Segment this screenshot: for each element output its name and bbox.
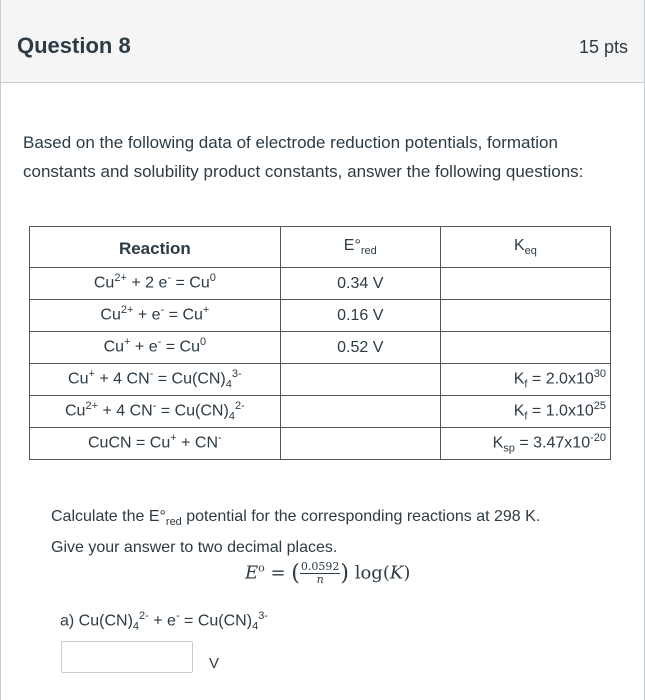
k-eq-cell [440, 332, 610, 364]
table-header-row [30, 227, 611, 268]
formula-numerator: 0.0592 [300, 560, 340, 573]
header-e-sub: red [360, 245, 377, 258]
question-title: Question 8 [17, 33, 131, 58]
k-sub: sp [503, 442, 515, 455]
reaction-part: + e [133, 306, 161, 324]
reaction-part: + 4 CN [98, 402, 153, 420]
e-red-value: 0.16 V [337, 306, 384, 324]
formula-close: ) [403, 562, 411, 584]
formula-denominator: n [316, 573, 324, 586]
k-eq-cell [440, 300, 610, 332]
calculation-instructions [51, 504, 611, 561]
calc-line1-sub: red [165, 516, 182, 529]
k-sub: f [524, 410, 528, 423]
k-value: = 3.47x10 [514, 434, 591, 452]
reaction-sup: + [88, 368, 95, 381]
part-a-sup1: 2- [139, 610, 149, 622]
e-red-value: 0.34 V [337, 274, 384, 292]
reaction-cell [30, 300, 281, 332]
nernst-formula: $E^o$ = ( $\frac{0.0592}{n}$ ) log(K) [245, 560, 411, 586]
part-a-label: a) Cu(CN) [60, 612, 133, 630]
k-eq-cell [440, 428, 610, 460]
header-e-main: E° [343, 236, 361, 254]
reaction-part: CuCN = Cu [88, 434, 171, 452]
formula-equals: = [264, 562, 292, 584]
e-red-cell [280, 268, 440, 300]
table-row [30, 364, 611, 396]
formula-k: K [389, 562, 404, 584]
reaction-cell [30, 364, 281, 396]
k-symbol: K [492, 434, 504, 452]
answer-unit: V [209, 655, 220, 672]
part-a-mid-sup: - [175, 610, 180, 622]
reaction-part: = Cu(CN) [153, 370, 226, 388]
reaction-part: = Cu [164, 306, 203, 324]
reaction-sup: + [170, 432, 177, 445]
calc-line-1 [51, 504, 611, 535]
e-red-cell [280, 300, 440, 332]
calc-line-2: Give your answer to two decimal places. [51, 539, 338, 557]
answer-input[interactable] [61, 641, 193, 673]
part-a-sub1: 4 [132, 620, 140, 633]
part-a-sup2: 3- [258, 610, 268, 622]
reaction-sup: - [160, 304, 165, 317]
table-row [30, 428, 611, 460]
formula-lhs-sup: o [258, 561, 265, 575]
reaction-sup: - [149, 368, 154, 381]
calc-line1-a: Calculate the E° [51, 508, 166, 525]
header-k-eq [440, 227, 610, 268]
table-row [30, 332, 611, 364]
reaction-part: Cu [103, 338, 125, 356]
e-red-cell [280, 332, 440, 364]
k-exponent: 30 [593, 368, 606, 381]
question-intro: Based on the following data of electrode reduction potentials, formation constants and solubility product constants, answer the following questions: [23, 133, 584, 181]
reaction-sup: - [157, 336, 162, 349]
k-sub: f [524, 378, 528, 391]
question-header [1, 0, 644, 83]
calc-line1-b: potential for the corresponding reactions at 298 K. [181, 508, 541, 525]
reaction-sup: 2+ [85, 400, 98, 413]
reaction-part: = Cu [171, 274, 210, 292]
k-eq-cell [440, 364, 610, 396]
reaction-part: + e [130, 338, 158, 356]
reaction-sub: 4 [225, 378, 232, 391]
reaction-part: Cu [93, 274, 115, 292]
reaction-part: + 2 e [126, 274, 168, 292]
reaction-sub: 4 [228, 410, 235, 423]
reaction-cell [30, 396, 281, 428]
reaction-sup: 2- [234, 400, 245, 413]
data-table [29, 226, 611, 460]
reaction-part: + CN [176, 434, 219, 452]
part-a-sub2: 4 [252, 620, 259, 633]
k-symbol: K [513, 402, 525, 420]
reaction-part: Cu [100, 306, 121, 324]
k-exponent: -20 [590, 432, 606, 445]
reaction-sup: - [167, 272, 172, 285]
reaction-sup: 3- [231, 368, 242, 381]
k-value: = 1.0x10 [527, 402, 594, 420]
formula-fraction [300, 561, 341, 586]
e-red-cell [280, 428, 440, 460]
reaction-sup: 2+ [120, 304, 134, 317]
reaction-sup: + [202, 304, 210, 317]
header-k-sub: eq [524, 245, 537, 258]
formula-log: log( [348, 562, 390, 584]
reaction-part: = Cu [161, 338, 200, 356]
reaction-sup: - [152, 400, 157, 413]
header-k-main: K [513, 236, 525, 254]
k-value: = 2.0x10 [527, 370, 594, 388]
e-red-value: 0.52 V [337, 338, 384, 356]
reaction-sup: + [124, 336, 131, 349]
reaction-sup: 0 [209, 272, 216, 285]
reaction-part: = Cu(CN) [156, 402, 229, 420]
reaction-cell [30, 428, 281, 460]
part-a-mid: + e [148, 612, 176, 630]
part-a-reaction [60, 610, 268, 633]
k-eq-cell [440, 268, 610, 300]
table-row [30, 396, 611, 428]
k-eq-cell [440, 396, 610, 428]
header-e-red [280, 227, 440, 268]
reaction-part: + 4 CN [94, 370, 150, 388]
k-symbol: K [513, 370, 525, 388]
question-points: 15 pts [578, 37, 628, 57]
reaction-sup: 0 [199, 336, 207, 349]
reaction-part: Cu [65, 402, 86, 420]
formula-lhs: E [245, 562, 259, 584]
reaction-sup: - [218, 432, 222, 445]
reaction-sup: 2+ [114, 272, 127, 285]
reaction-part: Cu [68, 370, 89, 388]
e-red-cell [280, 396, 440, 428]
e-red-cell [280, 364, 440, 396]
reaction-cell [30, 332, 281, 364]
table-row [30, 268, 611, 300]
header-reaction: Reaction [30, 227, 281, 268]
table-row [30, 300, 611, 332]
reaction-cell [30, 268, 281, 300]
k-exponent: 25 [593, 400, 606, 413]
part-a-eq: = Cu(CN) [179, 612, 253, 630]
